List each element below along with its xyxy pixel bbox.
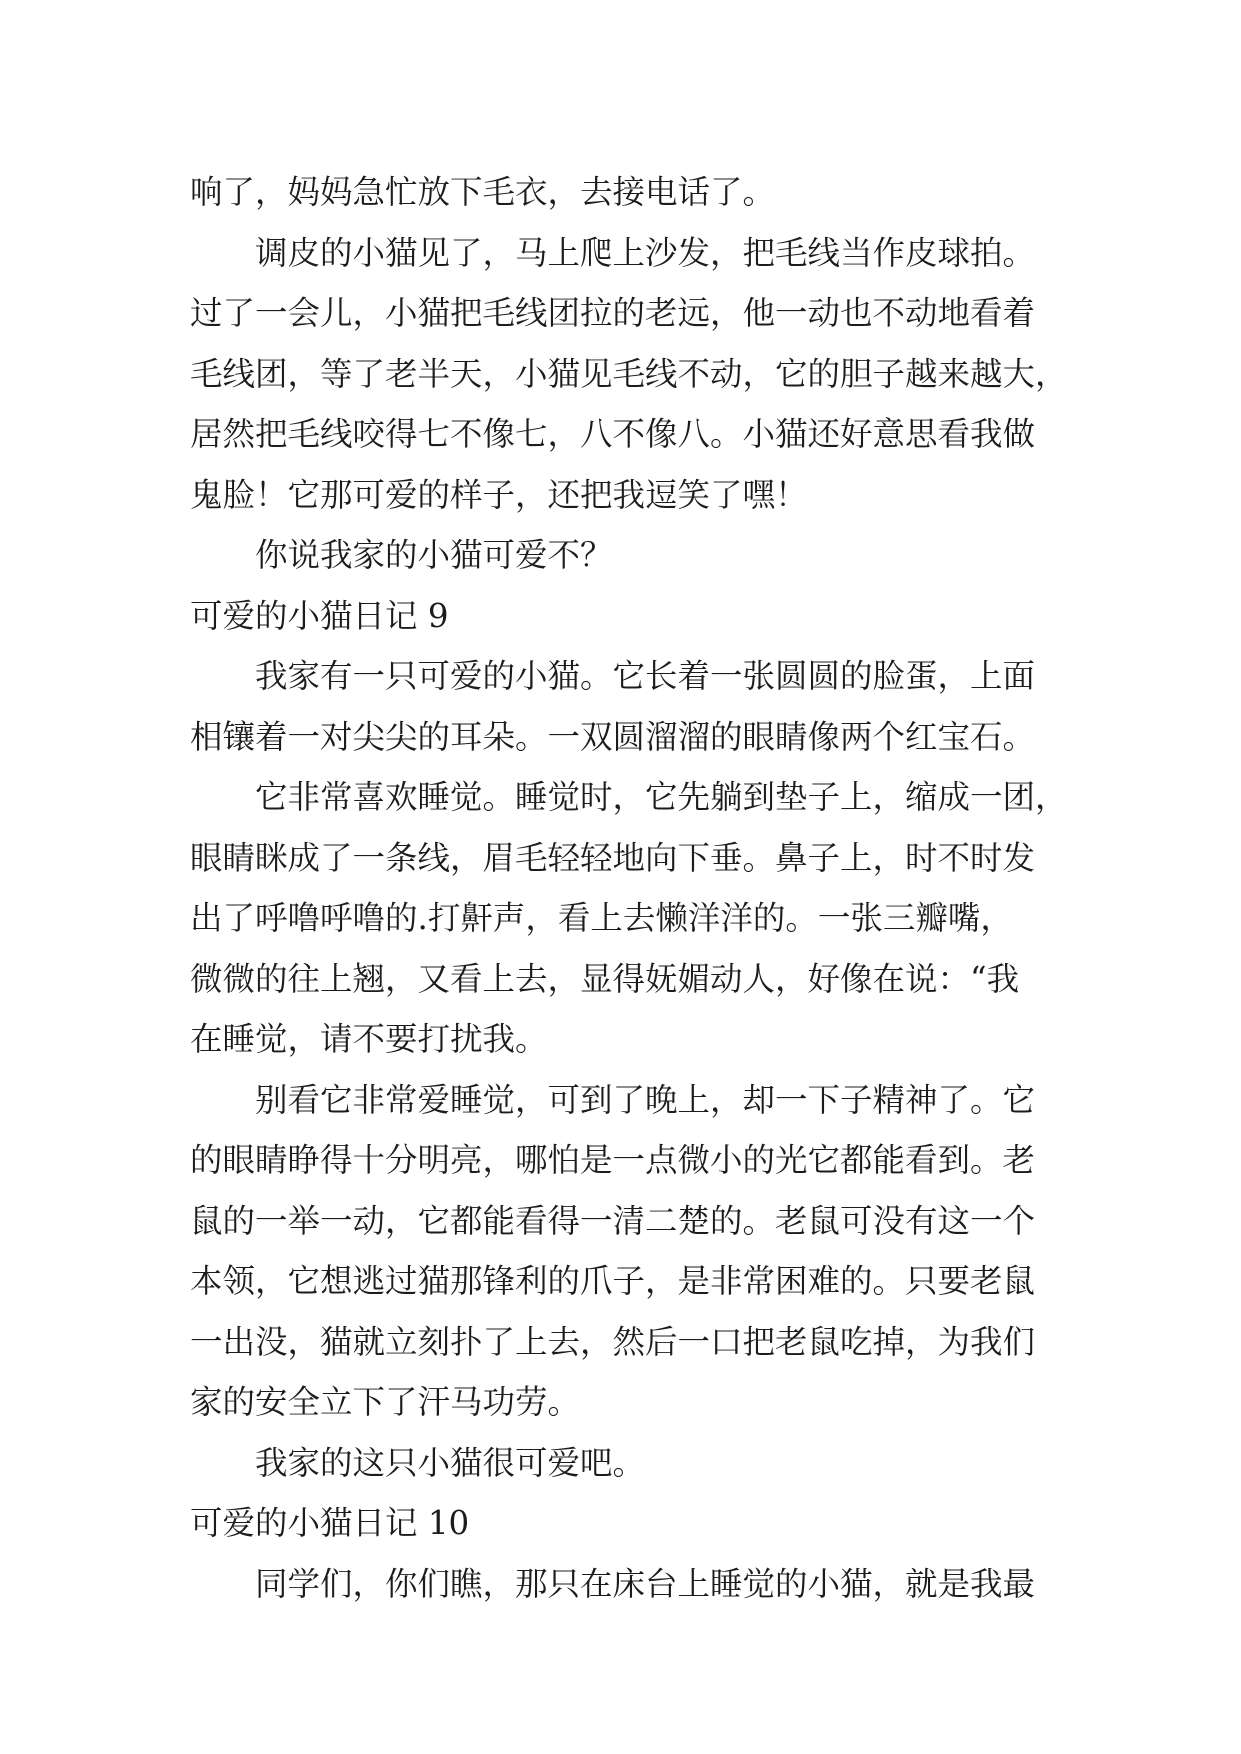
- paragraph-line: 本领，它想逃过猫那锋利的爪子，是非常困难的。只要老鼠: [190, 1262, 1036, 1300]
- paragraph-line: 眼睛眯成了一条线，眉毛轻轻地向下垂。鼻子上，时不时发: [190, 838, 1036, 877]
- paragraph-line: 居然把毛线咬得七不像七，八不像八。小猫还好意思看我做: [190, 415, 1036, 453]
- paragraph-line: 在睡觉，请不要打扰我。: [190, 1020, 548, 1058]
- paragraph-line: 毛线团，等了老半天，小猫见毛线不动，它的胆子越来越大，: [190, 354, 1068, 393]
- paragraph-line: 响了，妈妈急忙放下毛衣，去接电话了。: [190, 173, 776, 211]
- paragraph-line: 我家的这只小猫很可爱吧。: [255, 1443, 646, 1482]
- document-body: [190, 162, 1080, 1614]
- paragraph-line: 它非常喜欢睡觉。睡觉时，它先躺到垫子上，缩成一团，: [255, 778, 1068, 816]
- paragraph-line: 出了呼噜呼噜的.打鼾声，看上去懒洋洋的。一张三瓣嘴，: [190, 899, 1013, 937]
- paragraph-line: 鬼脸！它那可爱的样子，还把我逗笑了嘿！: [190, 475, 808, 514]
- paragraph-line: 别看它非常爱睡觉，可到了晚上，却一下子精神了。它: [255, 1080, 1036, 1119]
- paragraph-line: 调皮的小猫见了，马上爬上沙发，把毛线当作皮球拍。: [255, 233, 1036, 272]
- paragraph-line: 的眼睛睁得十分明亮，哪怕是一点微小的光它都能看到。老: [190, 1141, 1036, 1179]
- paragraph-line: 过了一会儿，小猫把毛线团拉的老远，他一动也不动地看着: [190, 294, 1036, 332]
- paragraph-line: 微微的往上翘，又看上去，显得妩媚动人，好像在说：“我: [190, 959, 1020, 998]
- paragraph-line: 我家有一只可爱的小猫。它长着一张圆圆的脸蛋，上面: [255, 657, 1036, 695]
- paragraph-line: 相镶着一对尖尖的耳朵。一双圆溜溜的眼睛像两个红宝石。: [190, 717, 1036, 756]
- section-heading: 可爱的小猫日记 10: [190, 1504, 470, 1542]
- section-heading: 可爱的小猫日记 9: [190, 596, 449, 635]
- paragraph-line: 鼠的一举一动，它都能看得一清二楚的。老鼠可没有这一个: [190, 1201, 1036, 1240]
- paragraph-line: 你说我家的小猫可爱不？: [255, 536, 613, 574]
- paragraph-line: 一出没，猫就立刻扑了上去，然后一口把老鼠吃掉，为我们: [190, 1322, 1036, 1361]
- paragraph-line: 同学们，你们瞧，那只在床台上睡觉的小猫，就是我最: [255, 1564, 1036, 1603]
- paragraph-line: 家的安全立下了汗马功劳。: [190, 1383, 581, 1421]
